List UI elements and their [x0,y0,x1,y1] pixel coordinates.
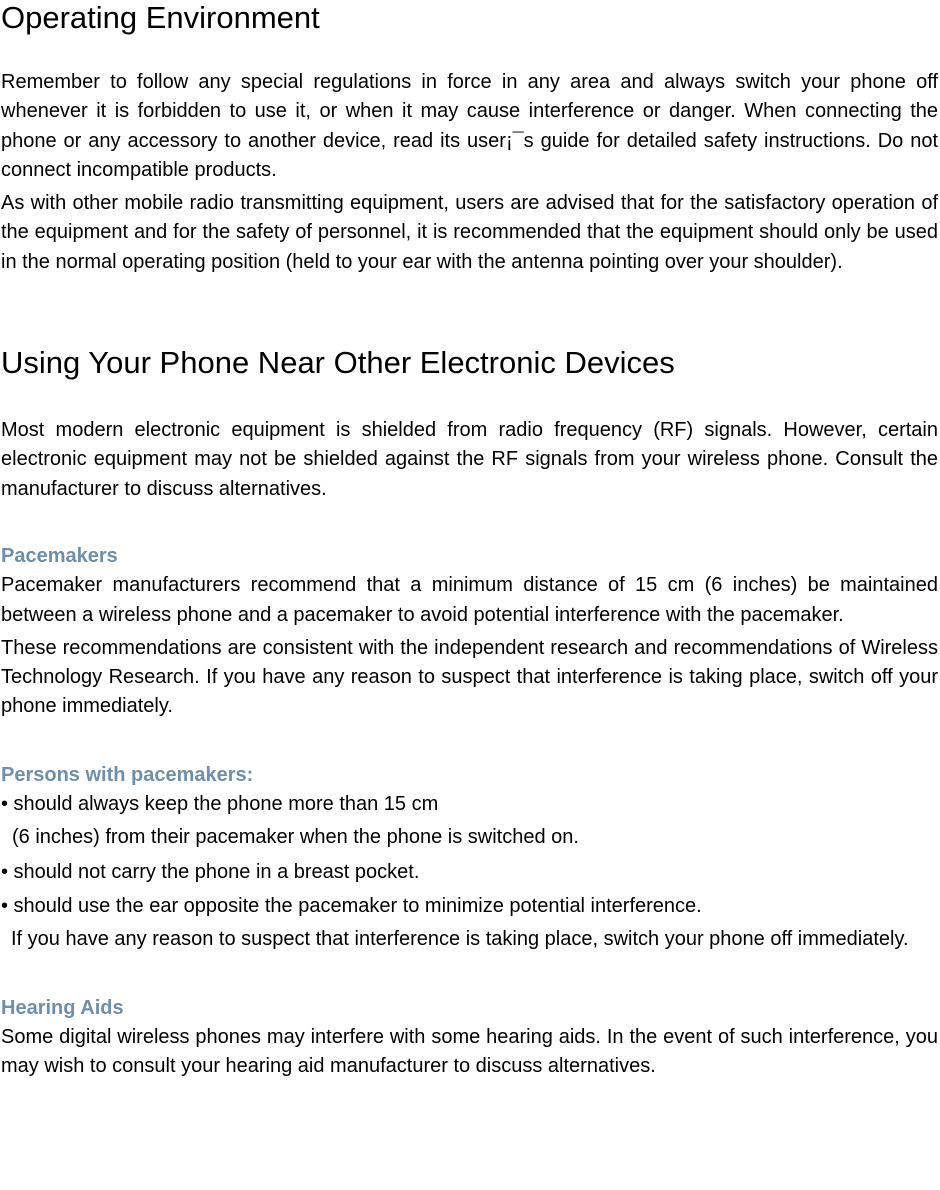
pacemakers-paragraph-2: These recommendations are consistent with the independent research and recommendations of Wireless Technology Research. If you have any reason to suspect that interference is taking place, switch off your phone immediately. [1,636,938,718]
persons-with-pacemakers-heading: Persons with pacemakers: [1,763,254,786]
hearing-aids-paragraph: Some digital wireless phones may interfere with some hearing aids. In the event of such interference, you may wish to consult your hearing aid manufacturer to discuss alternatives. [1,1025,938,1078]
operating-paragraph-1: Remember to follow any special regulations in force in any area and always switch your phone off whenever it is forbidden to use it, or when it may cause interference or danger. When connecting the phone or any accessory to another device, read its user¡¯s guide for detailed safety instructions. Do not connect incompatible products. [1,71,938,181]
operating-environment-title: Operating Environment [1,0,320,35]
bullet-breast-pocket: • should not carry the phone in a breast pocket. [1,860,420,883]
bullet-keep-distance-line-1: • should always keep the phone more than 15 cm [1,793,439,816]
bullet-opposite-ear: • should use the ear opposite the pacemaker to minimize potential interference. [1,894,702,917]
document-page [1,0,938,1081]
electronic-paragraph-1: Most modern electronic equipment is shielded from radio frequency (RF) signals. However, certain electronic equipment may not be shielded against the RF signals from your wireless phone. Consult the manufacturer to discuss alternatives. [1,419,938,500]
pacemakers-heading: Pacemakers [1,544,118,567]
electronic-devices-title: Using Your Phone Near Other Electronic Devices [1,345,675,381]
operating-paragraph-2: As with other mobile radio transmitting equipment, users are advised that for the satisfactory operation of the equipment and for the safety of personnel, it is recommended that the equipment should only be used in the normal operating position (held to your ear with the antenna pointing over your shoulder). [1,192,938,273]
bullet-keep-distance-line-2: (6 inches) from their pacemaker when the phone is switched on. [12,826,579,849]
hearing-aids-heading: Hearing Aids [1,996,124,1019]
suspect-interference-note: If you have any reason to suspect that interference is taking place, switch your phone off immediately. [11,928,909,951]
pacemakers-paragraph-1: Pacemaker manufacturers recommend that a minimum distance of 15 cm (6 inches) be maintained between a wireless phone and a pacemaker to avoid potential interference with the pacemaker. [1,574,938,626]
